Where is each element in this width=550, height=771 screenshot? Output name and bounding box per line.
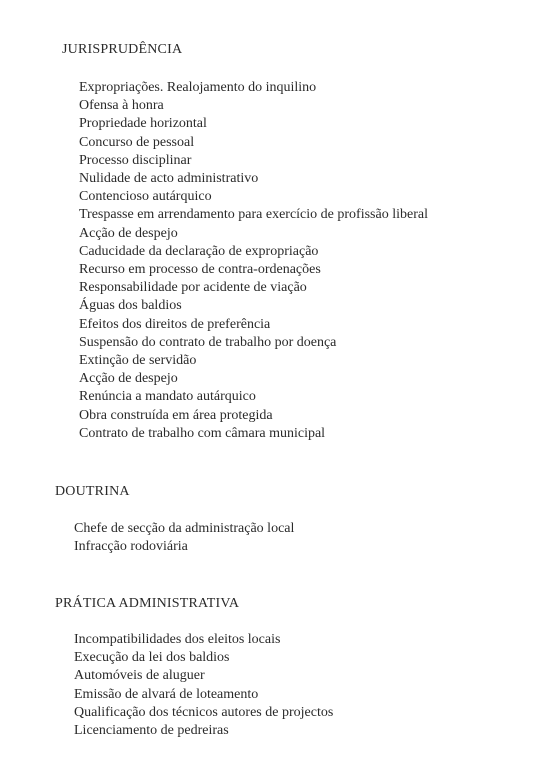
list-item: Execução da lei dos baldios [74, 650, 230, 666]
list-item: Nulidade de acto administrativo [79, 171, 259, 187]
list-item: Qualificação dos técnicos autores de projectos [74, 704, 334, 720]
list-item: Automóveis de aluguer [74, 668, 205, 684]
list-item: Emissão de alvará de loteamento [74, 686, 259, 702]
list-item: Efeitos dos direitos de preferência [79, 316, 271, 332]
list-item: Suspensão do contrato de trabalho por doença [79, 334, 337, 350]
list-item: Renúncia a mandato autárquico [79, 389, 256, 405]
list-item: Incompatibilidades dos eleitos locais [74, 632, 281, 647]
item-list [74, 520, 550, 556]
list-item: Extinção de servidão [79, 353, 197, 369]
list-item: Ofensa à honra [79, 98, 164, 114]
section-doutrina [0, 483, 550, 556]
list-item: Licenciamento de pedreiras [74, 723, 229, 739]
list-item: Obra construída em área protegida [79, 407, 273, 423]
list-item: Concurso de pessoal [79, 134, 195, 150]
section-title: DOUTRINA [55, 484, 130, 499]
list-item: Processo disciplinar [79, 152, 192, 168]
list-item: Contencioso autárquico [79, 189, 212, 205]
section-pratica-administrativa [0, 595, 550, 740]
list-item: Acção de despejo [79, 371, 178, 387]
section-title: PRÁTICA ADMINISTRATIVA [55, 596, 240, 611]
item-list [79, 79, 550, 443]
list-item: Recurso em processo de contra-ordenações [79, 262, 321, 278]
list-item: Propriedade horizontal [79, 116, 207, 132]
list-item: Contrato de trabalho com câmara municipal [79, 425, 326, 441]
section-title: JURISPRUDÊNCIA [62, 42, 183, 57]
list-item: Responsabilidade por acidente de viação [79, 280, 307, 296]
list-item: Águas dos baldios [79, 298, 182, 314]
section-jurisprudencia [0, 41, 550, 443]
item-list [74, 631, 550, 740]
list-item: Trespasse em arrendamento para exercício de profissão liberal [79, 207, 428, 223]
list-item: Chefe de secção da administração local [74, 521, 295, 536]
list-item: Infracção rodoviária [74, 539, 188, 555]
list-item: Expropriações. Realojamento do inquilino [79, 80, 317, 95]
list-item: Acção de despejo [79, 225, 178, 241]
list-item: Caducidade da declaração de expropriação [79, 243, 319, 259]
